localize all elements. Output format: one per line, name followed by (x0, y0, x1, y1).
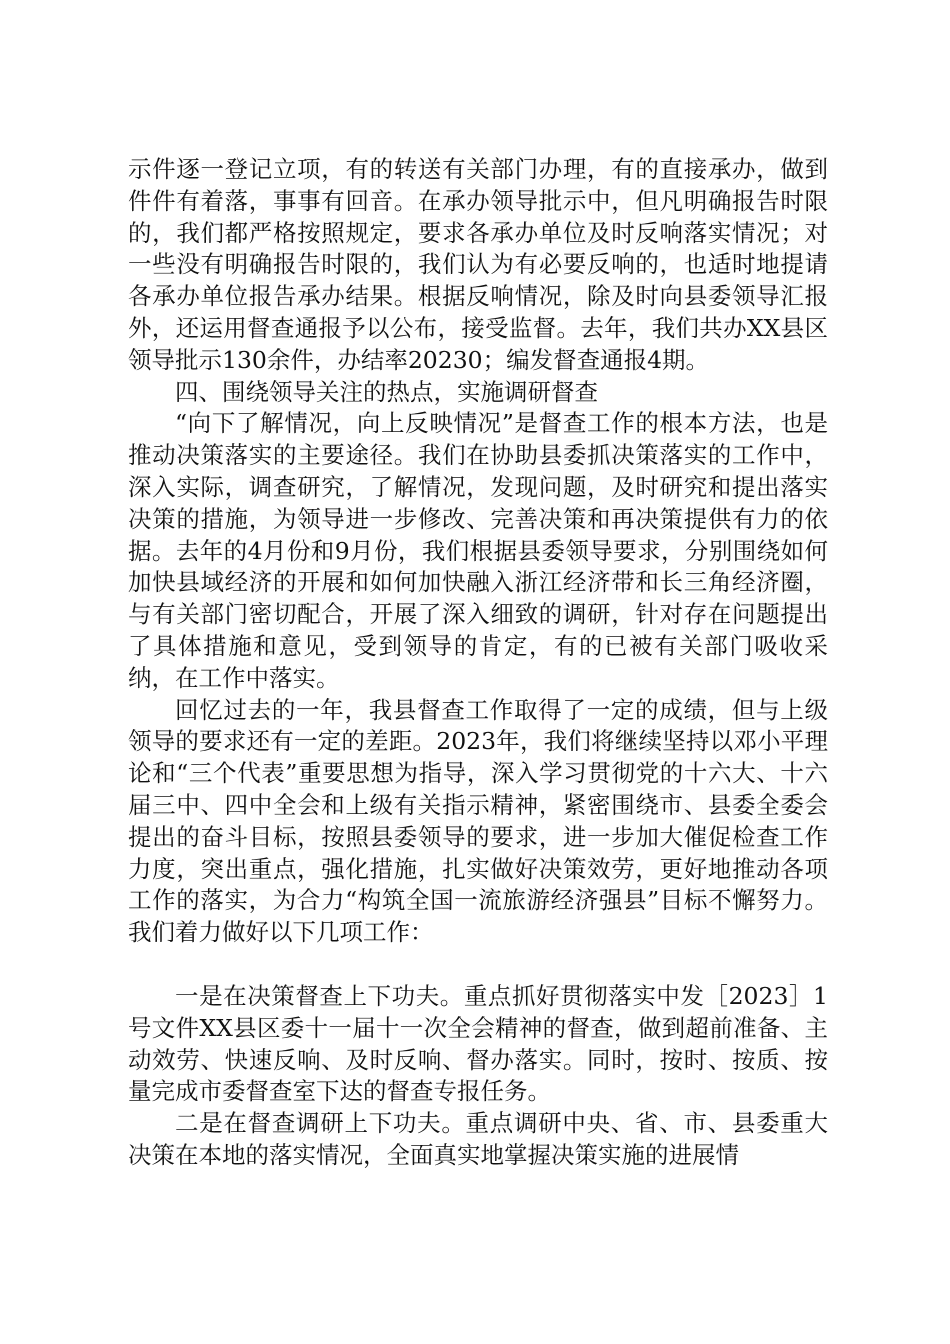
paragraph-leader-instructions: 示件逐一登记立项，有的转送有关部门办理，有的直接承办，做到件件有着落，事事有回音。在承办领导批示中，但凡明确报告时限的，我们都严格按照规定，要求各承办单位及时反响落实情况；对一些没有明确报告时限的，我们认为有必要反响的，也适时地提请各承办单位报告承办结果。根据反响情况，除及时向县委领导汇报外，还运用督查通报予以公布，接受监督。去年，我们共办XX县区领导批示130余件，办结率20230；编发督查通报4期。 (128, 155, 828, 374)
document-page (128, 154, 828, 1172)
paragraph-task-two: 二是在督查调研上下功夫。重点调研中央、省、市、县委重大决策在本地的落实情况，全面真实地掌握决策实施的进展情 (128, 1109, 828, 1169)
paragraph-gap (128, 949, 828, 981)
paragraph-research-supervision: “向下了解情况，向上反映情况”是督查工作的根本方法，也是推动决策落实的主要途径。我们在协助县委抓决策落实的工作中，深入实际，调查研究，了解情况，发现问题，及时研究和提出落实决策的措施，为领导进一步修改、完善决策和再决策提供有力的依据。去年的4月份和9月份，我们根据县委领导要求，分别围绕如何加快县域经济的开展和如何加快融入浙江经济带和长三角经济圈，与有关部门密切配合，开展了深入细致的调研，针对存在问题提出了具体措施和意见，受到领导的肯定，有的已被有关部门吸收采纳，在工作中落实。 (128, 409, 828, 692)
paragraph-review-and-plan: 回忆过去的一年，我县督查工作取得了一定的成绩，但与上级领导的要求还有一定的差距。2023年，我们将继续坚持以邓小平理论和“三个代表”重要思想为指导，深入学习贯彻党的十六大、十六届三中、四中全会和上级有关指示精神，紧密围绕市、县委全委会提出的奋斗目标，按照县委领导的要求，进一步加大催促检查工作力度，突出重点，强化措施，扎实做好决策效劳，更好地推动各项工作的落实，为合力“构筑全国一流旅游经济强县”目标不懈努力。我们着力做好以下几项工作： (128, 695, 828, 947)
paragraph-task-one: 一是在决策督查上下功夫。重点抓好贯彻落实中发［2023］1号文件XX县区委十一届十一次全会精神的督查，做到超前准备、主动效劳、快速反响、及时反响、督办落实。同时，按时、按质、按量完成市委督查室下达的督查专报任务。 (128, 981, 828, 1106)
section-heading-4: 四、围绕领导关注的热点，实施调研督查 (175, 377, 598, 406)
